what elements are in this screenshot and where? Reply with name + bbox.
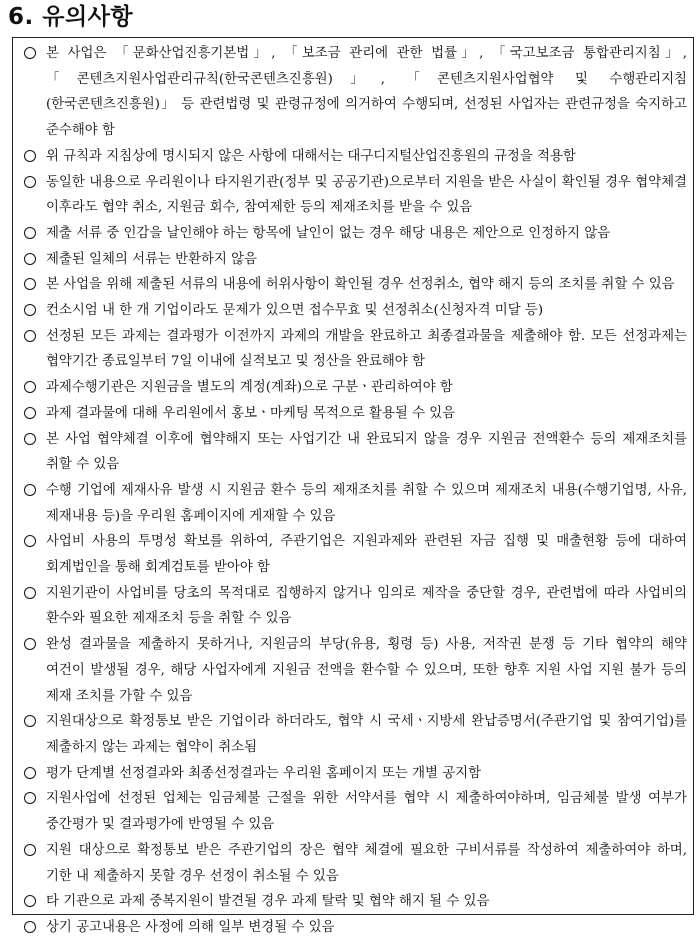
notice-item <box>23 401 687 427</box>
notice-text: 지원대상으로 확정통보 받은 기업이라 하더라도, 협약 시 국세ㆍ지방세 완납증명서(주관기업 및 참여기업)를 제출하지 않는 과제는 협약이 취소됨 <box>46 714 687 755</box>
notice-item <box>23 272 687 298</box>
notice-item <box>23 838 687 889</box>
circle-bullet-icon <box>24 381 36 393</box>
notice-item <box>23 324 687 375</box>
notice-text: 제출 서류 중 인감을 날인해야 하는 항목에 날인이 없는 경우 해당 내용은 제안으로 인정하지 않음 <box>46 225 611 241</box>
circle-bullet-icon <box>24 278 36 290</box>
notice-text: 본 사업을 위해 제출된 서류의 내용에 허위사항이 확인될 경우 선정취소, 협약 해지 등의 조치를 취할 수 있음 <box>46 277 675 293</box>
notice-item <box>23 41 687 144</box>
circle-bullet-icon <box>24 484 36 496</box>
notice-item <box>23 632 687 709</box>
notice-text: 과제 결과물에 대해 우리원에서 홍보ㆍ마케팅 목적으로 활용될 수 있음 <box>46 405 456 421</box>
notice-text: 상기 공고내용은 사정에 의해 일부 변경될 수 있음 <box>46 919 335 935</box>
circle-bullet-icon <box>24 253 36 265</box>
notice-text: 지원사업에 선정된 업체는 임금체불 근절을 위한 서약서를 협약 시 제출하여야하며, 임금체불 발생 여부가 중간평가 및 결과평가에 반영될 수 있음 <box>46 791 687 833</box>
notice-item <box>23 786 687 837</box>
notice-item <box>23 761 687 787</box>
notice-text: 평가 단계별 선정결과와 최종선정결과는 우리원 홈페이지 또는 개별 공지함 <box>46 765 482 781</box>
circle-bullet-icon <box>24 227 36 239</box>
circle-bullet-icon <box>24 150 36 162</box>
circle-bullet-icon <box>24 535 36 547</box>
circle-bullet-icon <box>24 176 36 188</box>
notice-text: 동일한 내용으로 우리원이나 타지원기관(정부 및 공공기관)으로부터 지원을 받은 사실이 확인될 경우 협약체결 이후라도 협약 취소, 지원금 회수, 참여제한 등의 제재조치를 받을 수 있음 <box>46 174 687 216</box>
notice-item <box>23 375 687 401</box>
notice-item <box>23 427 687 478</box>
circle-bullet-icon <box>24 330 36 342</box>
notice-text: 수행 기업에 제재사유 발생 시 지원금 환수 등의 제재조치를 취할 수 있으며 제재조치 내용(수행기업명, 사유, 제재내용 등)을 우리원 홈페이지에 게재할 수 있음 <box>46 482 687 524</box>
circle-bullet-icon <box>24 433 36 445</box>
circle-bullet-icon <box>24 767 36 779</box>
notice-box <box>12 37 694 935</box>
notice-text: 완성 결과물을 제출하지 못하거나, 지원금의 부당(유용, 횡령 등) 사용, 저작권 분쟁 등 기타 협약의 해약 여건이 발생될 경우, 해당 사업자에게 지원금 전액을 환수할 수 있으며, 또한 향후 지원 사업 지원 불가 등의 제재 조치를 가할 수 있음 <box>46 637 687 704</box>
notice-item <box>23 247 687 273</box>
section-heading: 6. 유의사항 <box>8 4 134 30</box>
notice-item <box>23 170 687 221</box>
circle-bullet-icon <box>24 895 36 907</box>
notice-list <box>23 41 687 941</box>
notice-text: 선정된 모든 과제는 결과평가 이전까지 과제의 개발을 완료하고 최종결과물을 제출해야 함. 모든 선정과제는 협약기간 종료일부터 7일 이내에 실적보고 및 정산을 완료해야 함 <box>46 328 687 370</box>
notice-text: 지원 대상으로 확정통보 받은 주관기업의 장은 협약 체결에 필요한 구비서류를 작성하여 제출하여야 하며, 기한 내 제출하지 못할 경우 선정이 취소될 수 있음 <box>46 842 687 884</box>
circle-bullet-icon <box>24 792 36 804</box>
circle-bullet-icon <box>24 844 36 856</box>
notice-text: 위 규칙과 지침상에 명시되지 않은 사항에 대해서는 대구디지털산업진흥원의 규정을 적용함 <box>46 148 576 164</box>
notice-text: 본 사업은 「문화산업진흥기본법」, 「보조금 관리에 관한 법률」, 「국고보조금 통합관리지침」, 「콘텐츠지원사업관리규칙(한국콘텐츠진흥원)」, 「콘텐츠지원사업협약 및 수행관리지침(한국콘텐츠진흥원)」 등 관련법령 및 관령규정에 의거하여 수행되며, 선정된 사업자는 관련규정을 숙지하고 준수해야 함 <box>46 46 687 139</box>
circle-bullet-icon <box>24 638 36 650</box>
notice-text: 사업비 사용의 투명성 확보를 위하여, 주관기업은 지원과제와 관련된 자금 집행 및 매출현황 등에 대하여 회계법인을 통해 회계검토를 받아야 함 <box>46 534 687 576</box>
notice-item <box>23 529 687 580</box>
notice-item <box>23 144 687 170</box>
circle-bullet-icon <box>24 921 36 933</box>
notice-item <box>23 298 687 324</box>
notice-item <box>23 478 687 529</box>
notice-text: 과제수행기관은 지원금을 별도의 계정(계좌)으로 구분ㆍ관리하여야 함 <box>46 380 453 396</box>
notice-text: 지원기관이 사업비를 당초의 목적대로 집행하지 않거나 임의로 제작을 중단할 경우, 관련법에 따라 사업비의 환수와 필요한 제재조치 등을 취할 수 있음 <box>46 585 687 627</box>
notice-item <box>23 889 687 915</box>
notice-text: 컨소시엄 내 한 개 기업이라도 문제가 있으면 접수무효 및 선정취소(신청자격 미달 등) <box>46 303 544 319</box>
notice-item <box>23 709 687 760</box>
circle-bullet-icon <box>24 47 36 59</box>
circle-bullet-icon <box>24 304 36 316</box>
notice-item <box>23 581 687 632</box>
circle-bullet-icon <box>24 587 36 599</box>
notice-item <box>23 221 687 247</box>
notice-text: 본 사업 협약체결 이후에 협약해지 또는 사업기간 내 완료되지 않을 경우 지원금 전액환수 등의 제재조치를 취할 수 있음 <box>46 431 687 473</box>
circle-bullet-icon <box>24 715 36 727</box>
notice-text: 제출된 일체의 서류는 반환하지 않음 <box>46 251 258 267</box>
notice-text: 타 기관으로 과제 중복지원이 발견될 경우 과제 탈락 및 협약 해지 될 수 있음 <box>46 894 490 910</box>
circle-bullet-icon <box>24 407 36 419</box>
